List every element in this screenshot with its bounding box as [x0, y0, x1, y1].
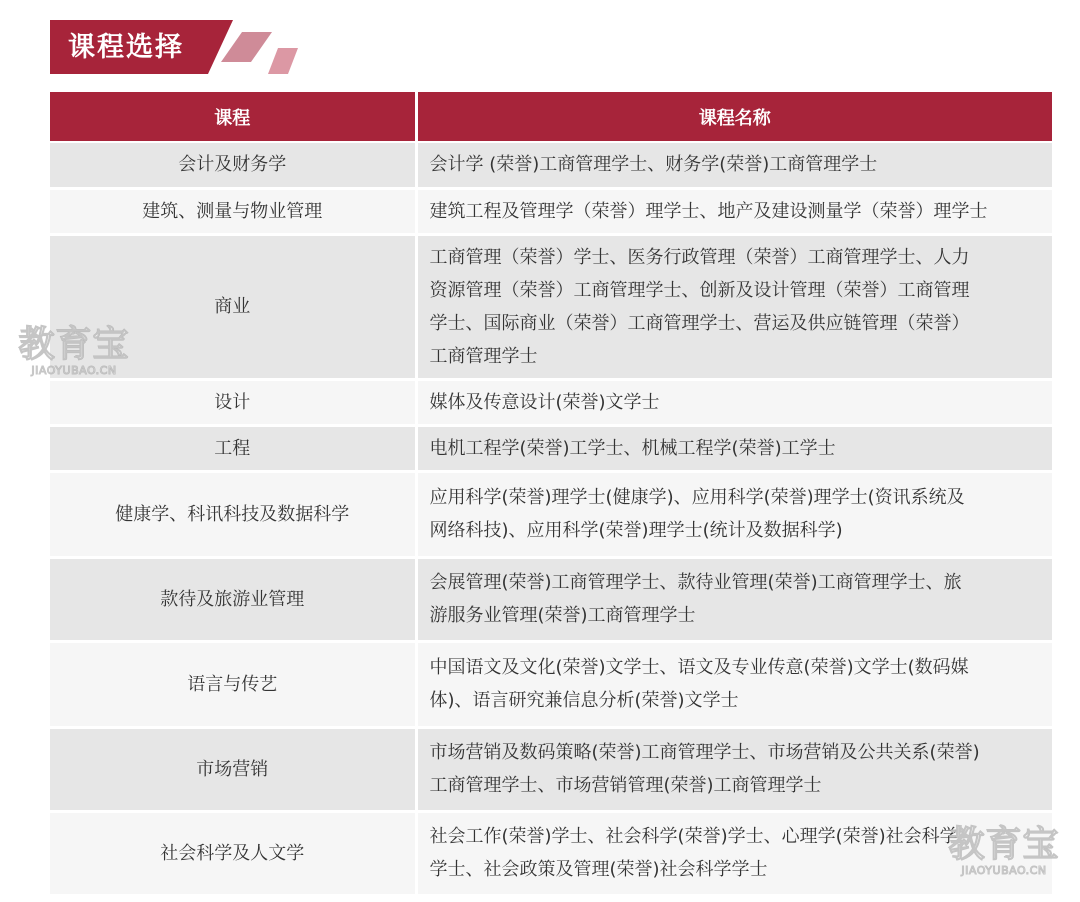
- course-category: 款待及旅游业管理: [50, 557, 416, 641]
- course-category: 市场营销: [50, 727, 416, 811]
- table-row: [50, 471, 1052, 557]
- course-programs: 市场营销及数码策略(荣誉)工商管理学士、市场营销及公共关系(荣誉) 工商管理学士、市场营销管理(荣誉)工商管理学士: [416, 727, 1052, 811]
- table-row: [50, 557, 1052, 641]
- course-programs: 社会工作(荣誉)学士、社会科学(荣誉)学士、心理学(荣誉)社会科学 学士、社会政策及管理(荣誉)社会科学学士: [416, 811, 1052, 895]
- section-title-banner: [50, 18, 300, 78]
- table-row: [50, 188, 1052, 234]
- table-row: [50, 142, 1052, 188]
- course-table: [50, 92, 1052, 897]
- course-category: 商业: [50, 234, 416, 379]
- course-programs: 电机工程学(荣誉)工学士、机械工程学(荣誉)工学士: [416, 425, 1052, 471]
- course-category: 健康学、科讯科技及数据科学: [50, 471, 416, 557]
- watermark-logo-text: 教育宝: [18, 324, 130, 365]
- table-row: [50, 234, 1052, 379]
- course-programs: 建筑工程及管理学（荣誉）理学士、地产及建设测量学（荣誉）理学士: [416, 188, 1052, 234]
- table-row: [50, 811, 1052, 895]
- header-course: 课程: [50, 92, 416, 142]
- section-title: 课程选择: [68, 32, 184, 63]
- course-programs: 应用科学(荣誉)理学士(健康学)、应用科学(荣誉)理学士(资讯系统及 网络科技)、应用科学(荣誉)理学士(统计及数据科学): [416, 471, 1052, 557]
- course-category: 工程: [50, 425, 416, 471]
- table-row: [50, 727, 1052, 811]
- course-category: 会计及财务学: [50, 142, 416, 188]
- course-category: 建筑、测量与物业管理: [50, 188, 416, 234]
- course-category: 语言与传艺: [50, 641, 416, 727]
- course-category: 设计: [50, 379, 416, 425]
- table-row: [50, 425, 1052, 471]
- watermark-logo-text: 教育宝: [948, 824, 1060, 865]
- course-programs: 工商管理（荣誉）学士、医务行政管理（荣誉）工商管理学士、人力 资源管理（荣誉）工商管理学士、创新及设计管理（荣誉）工商管理 学士、国际商业（荣誉）工商管理学士、营运及供应链管理（荣誉） 工商管理学士: [416, 234, 1052, 379]
- watermark-domain: JIAOYUBAO.CN: [31, 364, 117, 377]
- table-header-row: [50, 92, 1052, 142]
- course-category: 社会科学及人文学: [50, 811, 416, 895]
- course-programs: 媒体及传意设计(荣誉)文学士: [416, 379, 1052, 425]
- table-row: [50, 379, 1052, 425]
- table-row: [50, 641, 1052, 727]
- watermark-domain: JIAOYUBAO.CN: [961, 864, 1047, 877]
- course-programs: 会计学 (荣誉)工商管理学士、财务学(荣誉)工商管理学士: [416, 142, 1052, 188]
- header-course-name: 课程名称: [416, 92, 1052, 142]
- course-programs: 中国语文及文化(荣誉)文学士、语文及专业传意(荣誉)文学士(数码媒 体)、语言研究兼信息分析(荣誉)文学士: [416, 641, 1052, 727]
- course-programs: 会展管理(荣誉)工商管理学士、款待业管理(荣誉)工商管理学士、旅 游服务业管理(荣誉)工商管理学士: [416, 557, 1052, 641]
